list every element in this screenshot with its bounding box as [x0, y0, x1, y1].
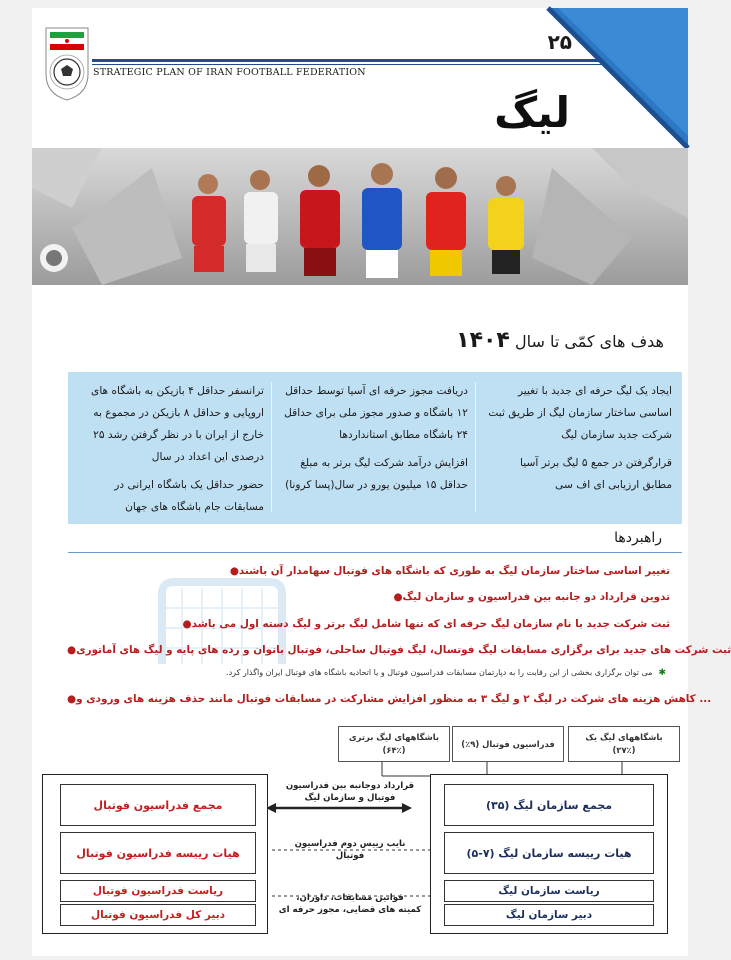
goals-title [456, 328, 664, 353]
strategy-item: ●کاهش هزینه های شرکت در لیگ ۲ و لیگ ۳ به منظور افزایش مشارکت در مسابقات فوتبال مانند حذف هزینه های ورودی و ... [67, 693, 712, 705]
federation-assembly-box: مجمع فدراسیون فوتبال [60, 784, 256, 826]
strategic-plan-caption: STRATEGIC PLAN OF IRAN FOOTBALL FEDERATION [93, 67, 366, 78]
strategy-item: ●ثبت شرکت های جدید برای برگزاری مسابقات لیگ فوتسال، لیگ فوتبال ساحلی، فوتبال بانوان و رده های پایه و لیگ های آماتوری [67, 644, 731, 656]
goal-item: ترانسفر حداقل ۴ بازیکن به باشگاه های اروپایی و حداقل ۸ بازیکن در مجموع به خارج از ایران با در نظر گرفتن رشد ۲۵ درصدی این اعداد در سال [91, 385, 264, 463]
federation-secretary-box: دبیر کل فدراسیون فوتبال [60, 904, 256, 926]
label-league-one-clubs: باشگاههای لیگ یک (۲۷٪) [568, 726, 680, 762]
goals-column-1 [488, 380, 672, 516]
players-banner-image [32, 148, 688, 285]
federation-president-box: ریاست فدراسیون فوتبال [60, 880, 256, 902]
goals-box [68, 372, 682, 524]
goals-title-year: ۱۴۰۴ [456, 328, 510, 353]
league-assembly-box: مجمع سازمان لیگ (۳۵) [444, 784, 654, 826]
goals-title-text: هدف های کمّی تا سال [514, 332, 664, 351]
bilateral-contract-label: قرارداد دوجانبه بین فدراسیون فوتبال و سازمان لیگ [285, 781, 415, 803]
goals-column-2 [282, 380, 468, 516]
vice-president-label: نایب رییس دوم فدراسیون فوتبال [294, 839, 406, 861]
page-number: ۲۵ [547, 30, 572, 54]
strategy-note: ✱می توان برگزاری بخشی از این رقابت را به دپارتمان مسابقات فدراسیون فوتبال و یا اتحادیه باشگاه های فوتبال ایران واگذار کرد. [226, 668, 666, 678]
label-premier-clubs: باشگاههای لیگ برتری (۶۴٪) [338, 726, 450, 762]
goal-item: قرارگرفتن در جمع ۵ لیگ برتر آسیا مطابق ارزیابی ای اف سی [520, 457, 672, 491]
goal-item: حضور حداقل یک باشگاه ایرانی در مسابقات جام باشگاه های جهان [114, 479, 264, 513]
federation-board-box: هیات رییسه فدراسیون فوتبال [60, 832, 256, 874]
document-page [32, 8, 731, 956]
label-football-federation: فدراسیون فوتبال (۹٪) [452, 726, 564, 762]
bullet-icon: ● [182, 618, 192, 630]
regulations-label: قوانین مسابقات، داوران، کمیته های قضایی، مجوز حرفه ای [278, 893, 422, 915]
page-title: لیگ [494, 88, 570, 137]
strategies-title: راهبردها [614, 530, 662, 546]
strategy-item: ●ثبت شرکت جدید با نام سازمان لیگ حرفه ای که تنها شامل لیگ برتر و لیگ دسته اول می باشد [182, 618, 670, 630]
bullet-icon: ● [67, 693, 77, 705]
league-president-box: ریاست سازمان لیگ [444, 880, 654, 902]
goals-column-3 [78, 380, 264, 516]
bullet-icon: ● [67, 644, 77, 656]
organization-diagram [32, 720, 688, 956]
league-board-box: هیات رییسه سازمان لیگ (۷-۵) [444, 832, 654, 874]
goal-item: دریافت مجوز حرفه ای آسیا توسط حداقل ۱۲ باشگاه و صدور مجوز ملی برای حداقل ۲۴ باشگاه مطابق استانداردها [284, 385, 468, 441]
goal-item: ایجاد یک لیگ حرفه ای جدید با تغییر اساسی ساختار سازمان لیگ از طریق ثبت شرکت جدید سازمان لیگ [488, 385, 672, 441]
bullet-icon: ● [229, 565, 239, 577]
goal-item: افزایش درآمد شرکت لیگ برتر به مبلغ حداقل ۱۵ میلیون یورو در سال(پسا کرونا) [285, 457, 468, 491]
star-icon: ✱ [658, 668, 666, 678]
strategy-item: ●تدوین قرارداد دو جانبه بین فدراسیون و سازمان لیگ [393, 591, 670, 603]
league-secretary-box: دبیر سازمان لیگ [444, 904, 654, 926]
strategies-rule [68, 552, 682, 553]
strategy-item: ●تغییر اساسی ساختار سازمان لیگ به طوری که باشگاه های فوتبال سهامدار آن باشند [229, 565, 670, 577]
federation-logo [44, 26, 90, 102]
bullet-icon: ● [393, 591, 403, 603]
column-divider [475, 382, 476, 512]
column-divider [271, 382, 272, 512]
